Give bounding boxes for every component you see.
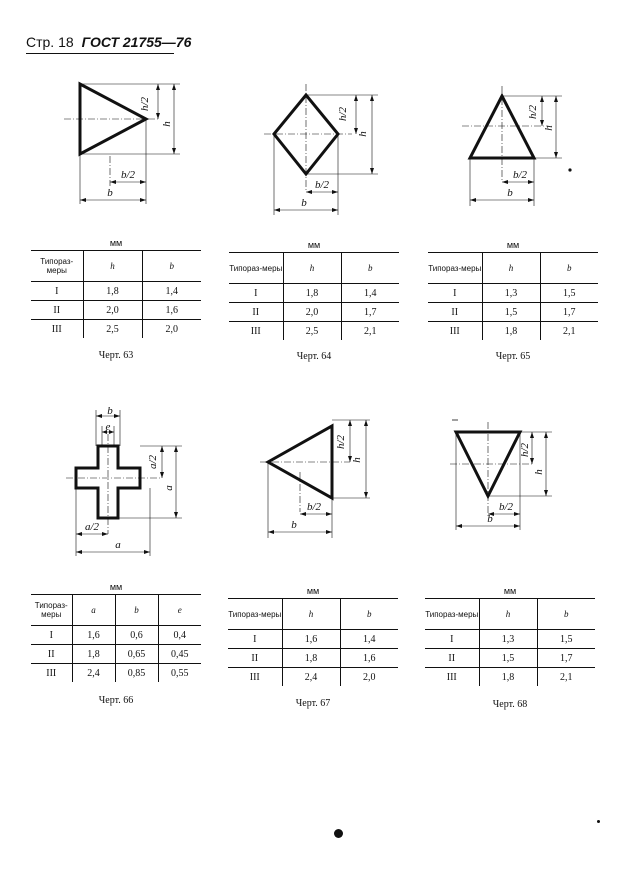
unit-label: мм [506, 240, 520, 250]
label-a-half-vertical: a/2 [147, 454, 159, 470]
header-rule [26, 53, 174, 54]
unit-label: мм [109, 238, 123, 248]
cell: 0,65 [115, 645, 158, 664]
cell: 0,85 [115, 664, 158, 683]
cell: 1,8 [282, 649, 340, 668]
cell: 1,4 [341, 284, 399, 303]
col-header: e [158, 595, 201, 626]
cell: 1,5 [537, 630, 595, 649]
cell: 1,4 [142, 282, 201, 301]
unit-label: мм [503, 586, 517, 596]
cell: 1,7 [540, 303, 598, 322]
cell: II [31, 645, 72, 664]
label-h-half: h/2 [519, 442, 531, 458]
table-row [428, 322, 598, 341]
standard-number: ГОСТ 21755—76 [81, 34, 192, 50]
table-row [425, 630, 595, 649]
cell: 1,8 [482, 322, 540, 341]
unit-label: мм [109, 582, 123, 592]
label-h: h [357, 131, 369, 137]
table-68 [425, 598, 595, 686]
cell: 1,8 [283, 284, 341, 303]
cell: II [229, 303, 283, 322]
cell: III [250, 325, 261, 337]
cell: III [46, 667, 57, 679]
label-b: b [507, 187, 513, 199]
table-row [31, 664, 201, 683]
label-h-half: h/2 [527, 104, 539, 120]
cell: 2,0 [283, 303, 341, 322]
table-63 [31, 250, 201, 338]
page-header [26, 34, 191, 50]
table-row [31, 301, 201, 320]
label-b-half: b/2 [306, 501, 322, 513]
label-a: a [115, 539, 121, 551]
drawing-64 [260, 80, 390, 220]
drawing-68 [448, 418, 578, 538]
label-b-half: b/2 [512, 169, 528, 181]
table-66 [31, 594, 201, 682]
col-header: b [341, 253, 399, 284]
cell: 2,4 [72, 664, 115, 683]
figure-caption: Черт. 64 [296, 351, 332, 362]
label-a-vertical: a [163, 485, 175, 491]
cell: III [449, 325, 460, 337]
cell: 2,0 [340, 668, 398, 687]
cell: 2,0 [142, 320, 201, 339]
col-header: Типораз-меры [31, 595, 72, 626]
cell: 2,0 [83, 301, 142, 320]
table-row [31, 626, 201, 645]
drawing-67 [258, 412, 388, 542]
col-header: Типораз-меры [229, 253, 283, 284]
cell: II [428, 303, 482, 322]
cell: II [228, 649, 282, 668]
table-row [31, 320, 201, 339]
cell: 1,8 [83, 282, 142, 301]
col-header: b [340, 599, 398, 630]
table-row [425, 649, 595, 668]
cell: 1,7 [341, 303, 399, 322]
table-65 [428, 252, 598, 340]
table-row [229, 322, 399, 341]
cell: 1,6 [142, 301, 201, 320]
scan-speck [597, 820, 600, 823]
col-header: h [479, 599, 537, 630]
col-header: h [282, 599, 340, 630]
col-header: h [482, 253, 540, 284]
drawing-65 [458, 82, 588, 212]
figure-caption: Черт. 63 [98, 350, 134, 361]
cell: 2,1 [341, 322, 399, 341]
cell: 1,6 [282, 630, 340, 649]
cell: I [428, 284, 482, 303]
figure-caption: Черт. 67 [295, 698, 331, 709]
cell: II [425, 649, 479, 668]
table-row [228, 649, 398, 668]
label-b: b [487, 513, 493, 525]
col-header: b [142, 251, 201, 282]
table-row [228, 630, 398, 649]
col-header: Типораз-меры [425, 599, 479, 630]
table-row [228, 668, 398, 687]
cell: 0,4 [158, 626, 201, 645]
table-row [425, 668, 595, 687]
col-header: Типораз-меры [428, 253, 482, 284]
cell: 1,6 [72, 626, 115, 645]
cell: 0,45 [158, 645, 201, 664]
cell: 2,1 [540, 322, 598, 341]
cell: 2,1 [537, 668, 595, 687]
cell: I [228, 630, 282, 649]
table-row [229, 284, 399, 303]
label-h: h [543, 125, 555, 131]
table-row [229, 303, 399, 322]
cell: 0,55 [158, 664, 201, 683]
figure-caption: Черт. 65 [495, 351, 531, 362]
drawing-63 [60, 76, 190, 216]
table-row [31, 645, 201, 664]
table-row [428, 284, 598, 303]
col-header: b [540, 253, 598, 284]
col-header: a [72, 595, 115, 626]
drawing-66 [62, 404, 192, 564]
label-h: h [351, 457, 363, 463]
col-header: h [83, 251, 142, 282]
cell: 1,8 [72, 645, 115, 664]
col-header: Типораз-меры [228, 599, 282, 630]
cell: 1,8 [479, 668, 537, 687]
col-header: Типораз-меры [31, 251, 83, 282]
cell: 1,3 [479, 630, 537, 649]
label-b: b [107, 405, 113, 417]
cell: 2,4 [282, 668, 340, 687]
cell: 1,5 [540, 284, 598, 303]
table-row [428, 303, 598, 322]
label-h: h [533, 469, 545, 475]
table-row [31, 282, 201, 301]
label-b-half: b/2 [314, 179, 330, 191]
cell: 1,7 [537, 649, 595, 668]
figure-caption: Черт. 68 [492, 699, 528, 710]
cell: I [229, 284, 283, 303]
table-64 [229, 252, 399, 340]
col-header: h [283, 253, 341, 284]
label-h-half: h/2 [335, 434, 347, 450]
cell: 1,4 [340, 630, 398, 649]
label-b: b [107, 187, 113, 199]
label-a-half: a/2 [84, 521, 100, 533]
page-number: Стр. 18 [26, 34, 74, 50]
label-b-half: b/2 [120, 169, 136, 181]
label-h: h [161, 121, 173, 127]
cell: 0,6 [115, 626, 158, 645]
cell: II [31, 301, 83, 320]
unit-label: мм [307, 240, 321, 250]
cell: 1,3 [482, 284, 540, 303]
cell: III [249, 671, 260, 683]
scan-speck [334, 829, 343, 838]
cell: III [446, 671, 457, 683]
label-b: b [291, 519, 297, 531]
cell: 2,5 [283, 322, 341, 341]
cell: III [51, 323, 62, 335]
cell: 2,5 [83, 320, 142, 339]
unit-label: мм [306, 586, 320, 596]
cell: 1,5 [482, 303, 540, 322]
label-e: e [105, 421, 111, 433]
cell: I [31, 282, 83, 301]
table-67 [228, 598, 398, 686]
label-h-half: h/2 [139, 96, 151, 112]
cell: 1,6 [340, 649, 398, 668]
label-b-half: b/2 [498, 501, 514, 513]
cell: 1,5 [479, 649, 537, 668]
cell: I [425, 630, 479, 649]
col-header: b [115, 595, 158, 626]
col-header: b [537, 599, 595, 630]
label-h-half: h/2 [337, 106, 349, 122]
figure-caption: Черт. 66 [98, 695, 134, 706]
cell: I [31, 626, 72, 645]
label-b: b [301, 197, 307, 209]
